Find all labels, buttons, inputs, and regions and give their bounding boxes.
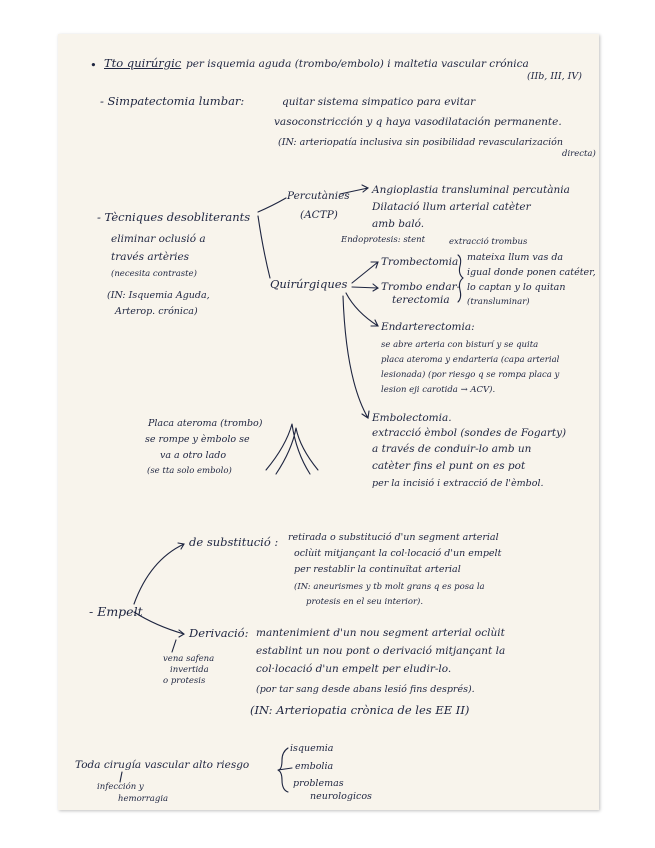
placa-note-2: se rompe y èmbolo se xyxy=(145,434,250,445)
heading-stages: (IIb, III, IV) xyxy=(527,71,582,82)
substitucio-desc-2: oclùit mitjançant la col·locació d'un empelt xyxy=(294,548,502,559)
substitucio-desc-5: protesis en el seu interior). xyxy=(306,597,424,607)
infeccion-note-1: infección y xyxy=(97,782,144,792)
derivacio-desc-4: (por tar sang desde abans lesió fins després). xyxy=(256,684,475,695)
percutanies-actp: (ACTP) xyxy=(300,209,338,221)
trombectomia-desc-3: lo captan y lo quitan xyxy=(467,282,566,293)
embolectomia-desc-3: catèter fins el punt on es pot xyxy=(372,460,526,472)
trombectomia-desc-2: igual donde ponen catéter, xyxy=(467,267,596,278)
derivacio-desc-3: col·locació d'un empelt per eludir-lo. xyxy=(256,663,452,675)
angioplastia-line-1: Angioplastia transluminal percutània xyxy=(372,184,570,196)
derivacio-indication: (IN: Arteriopatia crònica de les EE II) xyxy=(250,703,470,717)
embolectomia-label: Embolectomia. xyxy=(372,412,452,424)
endarterectomia-desc-4: lesion eji carotida → ACV). xyxy=(381,385,496,395)
simpatectomia-line-1: quitar sistema simpatico para evitar xyxy=(282,96,476,108)
endoprotesis-stent: Endoprotesis: stent xyxy=(341,235,426,245)
vena-safena-1: vena safena xyxy=(163,654,215,664)
endarterectomia-desc-1: se abre arteria con bisturí y se quita xyxy=(381,340,539,350)
trombectomia-desc-1: mateixa llum vas da xyxy=(467,252,564,263)
arrow-tromboendarterectomia xyxy=(352,284,378,291)
embolectomia-desc-2: a través de conduir-lo amb un xyxy=(372,443,532,455)
desobliterants-desc-1: eliminar oclusió a xyxy=(111,233,206,245)
placa-note-1: Placa ateroma (trombo) xyxy=(148,418,263,429)
branch-to-percutanies xyxy=(258,198,286,212)
vessel-sketch xyxy=(266,424,318,474)
derivacio-desc-1: mantenimient d'un nou segment arterial oclùit xyxy=(256,627,505,639)
substitucio-desc-1: retirada o substitució d'un segment arterial xyxy=(288,532,499,543)
vena-safena-2: invertida xyxy=(170,665,209,675)
arrow-endarterectomia xyxy=(346,293,378,326)
infeccion-note-2: hemorragia xyxy=(118,794,169,804)
heading-rest: per isquemia aguda (trombo/embolo) i maltetia vascular crónica xyxy=(186,58,529,70)
tromboendarterectomia-label-2: terectomia xyxy=(392,294,450,306)
toda-cirugia-label: Toda cirugía vascular alto riesgo xyxy=(75,759,250,771)
desobliterants-desc-2: través artèries xyxy=(111,251,190,263)
risk-isquemia: isquemia xyxy=(290,743,334,754)
risk-problemas: problemas xyxy=(293,778,344,789)
arrow-angioplastia xyxy=(340,185,368,194)
empelt-label: - Empelt xyxy=(89,604,143,619)
quirurgiques-label: Quirúrgiques xyxy=(270,277,348,291)
simpatectomia-line-3: (IN: arteriopatía inclusiva sin posibilidad revascularización xyxy=(278,137,563,148)
desobliterants-desc-3: (necesita contraste) xyxy=(111,269,197,279)
arrow-embolectomia xyxy=(343,296,369,418)
desobliterants-indication-1: (IN: Isquemia Aguda, xyxy=(107,290,210,301)
substitucio-desc-3: per restablir la continuïtat arterial xyxy=(294,564,461,575)
risk-embolia: embolia xyxy=(295,761,334,772)
placa-note-4: (se tta solo embolo) xyxy=(147,466,232,476)
heading-tto-quirurgic: Tto quirúrgic xyxy=(104,56,182,70)
placa-note-3: va a otro lado xyxy=(160,450,227,461)
risk-neurologicos: neurologicos xyxy=(310,791,372,802)
substitucio-desc-4: (IN: aneurismes y tb molt grans q es posa la xyxy=(294,582,485,592)
endarterectomia-desc-3: lesionada) (por riesgo q se rompa placa y xyxy=(381,370,560,380)
simpatectomia-line-2: vasoconstricción y q haya vasodilatación permanente. xyxy=(274,116,562,128)
simpatectomia-label: - Simpatectomia lumbar: xyxy=(100,94,245,108)
endarterectomia-label: Endarterectomia: xyxy=(381,321,475,333)
arrow-trombectomia xyxy=(352,262,378,283)
simpatectomia-line-3b: directa) xyxy=(562,149,596,159)
vena-safena-3: o protesis xyxy=(163,676,206,686)
bullet-dot: • xyxy=(90,58,97,72)
substitucio-label: de substitució : xyxy=(189,535,279,549)
trombectomia-desc-4: (transluminar) xyxy=(467,297,530,307)
branch-to-substitucio xyxy=(134,543,184,604)
desobliterants-label: - Tècniques desobliterants xyxy=(97,210,251,224)
branch-to-derivacio xyxy=(134,612,184,637)
angioplastia-line-2: Dilatació llum arterial catèter xyxy=(372,201,531,213)
embolectomia-desc-1: extracció èmbol (sondes de Fogarty) xyxy=(372,427,567,439)
embolectomia-desc-4: per la incisió i extracció de l'èmbol. xyxy=(372,478,544,489)
percutanies-label: Percutànies xyxy=(287,190,350,202)
tromboendarterectomia-label-1: Trombo endar- xyxy=(381,281,461,293)
branch-to-quirurgiques xyxy=(258,216,270,278)
derivacio-label: Derivació: xyxy=(189,626,249,640)
trombectomia-note: extracció trombus xyxy=(449,237,528,247)
tick-vena-safena xyxy=(172,640,176,652)
angioplastia-line-3: amb baló. xyxy=(372,218,425,230)
arrow-infeccion xyxy=(120,772,122,782)
brace-trombectomia xyxy=(458,255,463,302)
derivacio-desc-2: establint un nou pont o derivació mitjançant la xyxy=(256,645,506,657)
endarterectomia-desc-2: placa ateroma y endarteria (capa arterial xyxy=(381,355,560,365)
desobliterants-indication-2: Arterop. crónica) xyxy=(115,306,198,317)
trombectomia-label: Trombectomia xyxy=(381,256,459,268)
